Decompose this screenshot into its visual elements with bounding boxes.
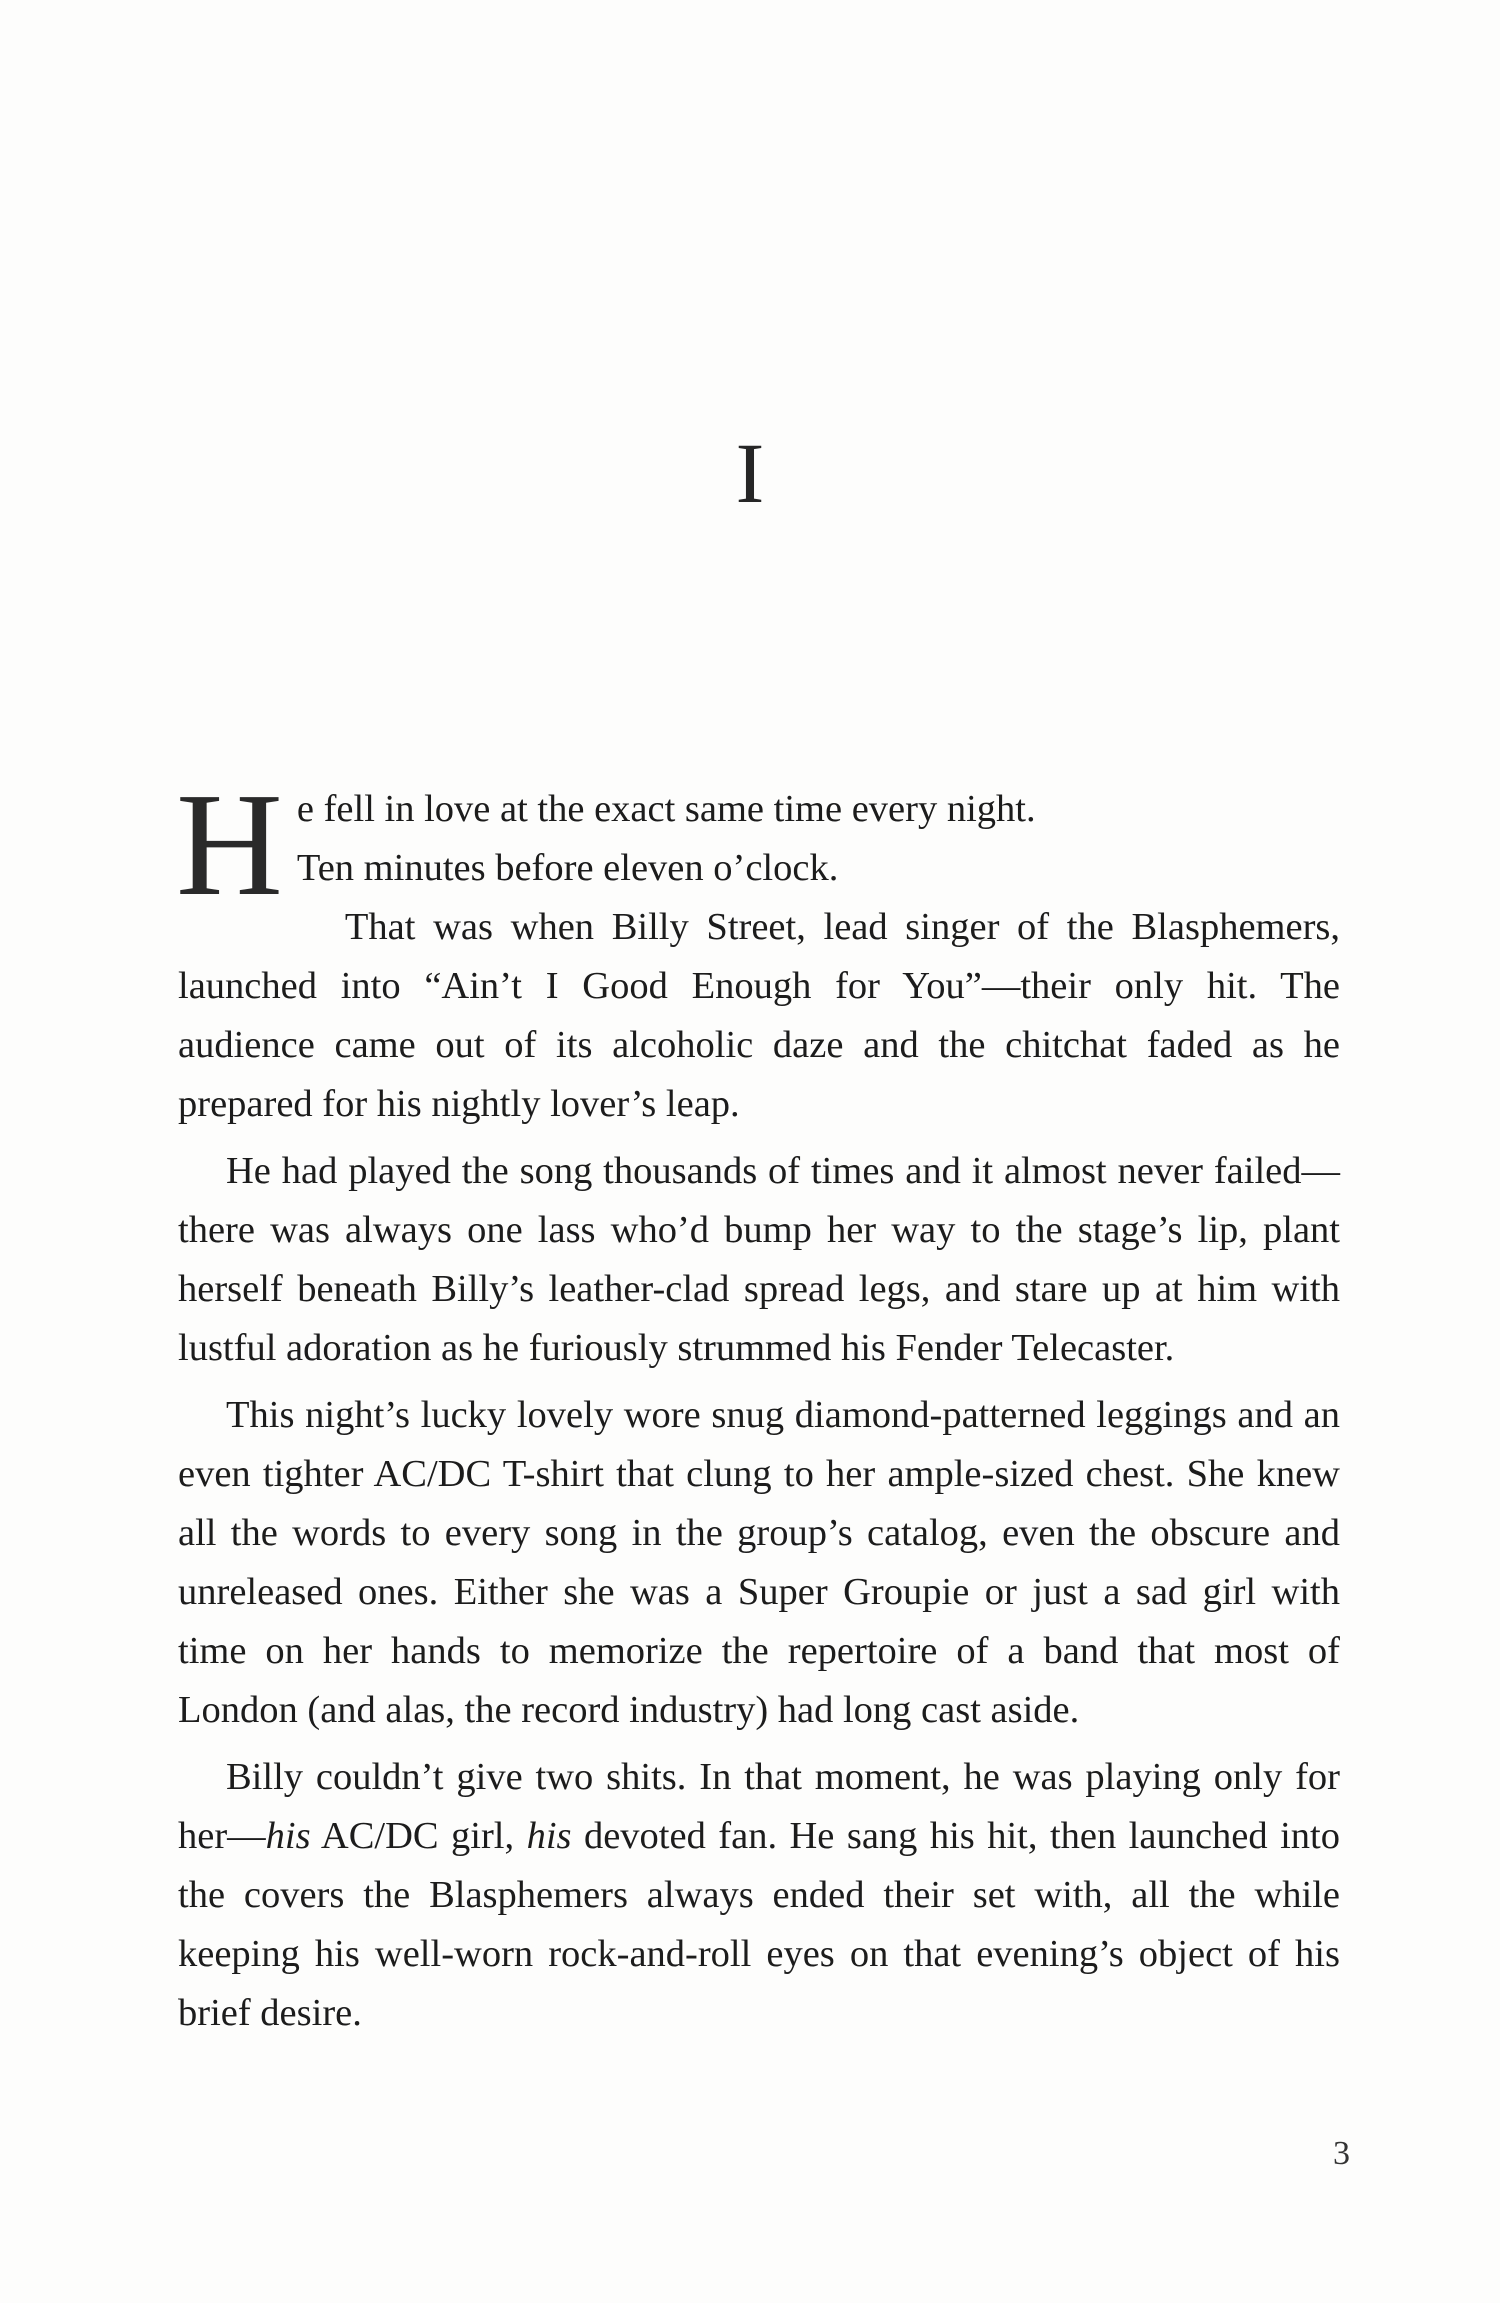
opening-line-1: e fell in love at the exact same time every night. bbox=[296, 788, 1036, 830]
paragraph-5-emphasis-2: his bbox=[526, 1815, 572, 1857]
paragraph-5-part-c: devoted fan. He sang his hit, then launched into the covers the Blasphemers always ended their set with, all the while keeping his well-worn rock-and-roll eyes on that evening’s object of his brief desire. bbox=[178, 1815, 1340, 2034]
opening-line-2: Ten minutes before eleven o’clock. bbox=[296, 847, 839, 889]
paragraph-5 bbox=[178, 1748, 1340, 2043]
paragraph-5-part-b: AC/DC girl, bbox=[310, 1815, 527, 1857]
chapter-body bbox=[176, 763, 1340, 2043]
paragraph-4: This night’s lucky lovely wore snug diamond-patterned leggings and an even tighter AC/DC T-shirt that clung to her ample-sized chest. She knew all the words to every song in the group’s catalog, even the obscure and unreleased ones. Either she was a Super Groupie or just a sad girl with time on her hands to memorize the repertoire of a band that most of London (and alas, the record industry) had long cast aside. bbox=[178, 1394, 1340, 1731]
chapter-number: I bbox=[735, 425, 765, 521]
paragraph-5-emphasis-1: his bbox=[265, 1815, 311, 1857]
page-number: 3 bbox=[1333, 2135, 1350, 2172]
paragraph-3: He had played the song thousands of times and it almost never failed—there was always one lass who’d bump her way to the stage’s lip, plant herself beneath Billy’s leather-clad spread legs, and stare up at him with lustful adoration as he furiously strummed his Fender Telecaster. bbox=[178, 1150, 1340, 1369]
paragraph-5-part-a: Billy couldn’t give two shits. In that moment, he was playing only for her— bbox=[178, 1756, 1340, 1857]
opening-paragraph bbox=[176, 763, 1340, 927]
paragraph-2: That was when Billy Street, lead singer of the Blasphemers, launched into “Ain’t I Good Enough for You”—their only hit. The audience came out of its alcoholic daze and the chitchat faded as he prepared for his nightly lover’s leap. bbox=[178, 906, 1340, 1125]
drop-cap: H bbox=[176, 763, 283, 927]
